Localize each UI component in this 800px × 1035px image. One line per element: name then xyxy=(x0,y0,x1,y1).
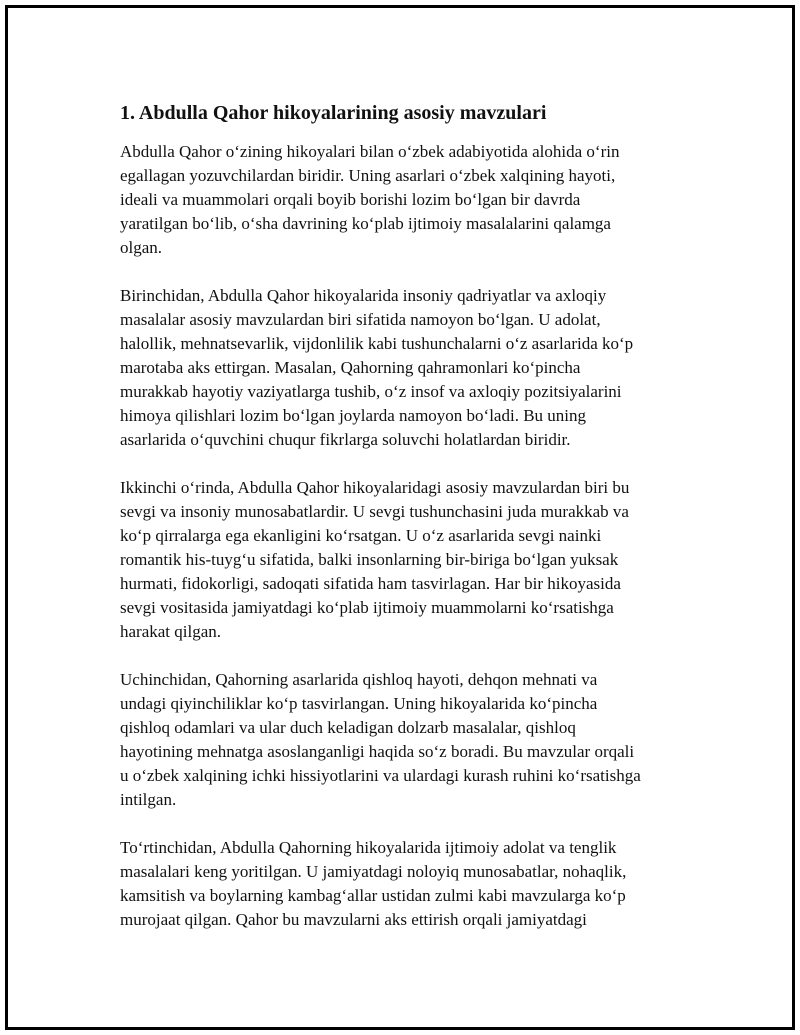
paragraph-intro: Abdulla Qahor o‘zining hikoyalari bilan o‘zbek adabiyotida alohida o‘rin egallagan yozuvchilardan biridir. Uning asarlari o‘zbek xalqining hayoti, ideali va muammolari orqali boyib borishi lozim bo‘lgan bir davrda yaratilgan bo‘lib, o‘sha davrining ko‘plab ijtimoiy masalalarini qalamga olgan. xyxy=(120,142,620,257)
document-body xyxy=(120,100,695,956)
section-title: 1. Abdulla Qahor hikoyalarining asosiy mavzulari xyxy=(120,102,547,124)
paragraph-second: Ikkinchi o‘rinda, Abdulla Qahor hikoyalaridagi asosiy mavzulardan biri bu sevgi va insoniy munosabatlardir. U sevgi tushunchasini juda murakkab va ko‘p qirralarga ega ekanligini ko‘rsatgan. U o‘z asarlarida sevgi nainki romantik his-tuyg‘u sifatida, balki insonlarning bir-biriga bo‘lgan yuksak hurmati, fidokorligi, sadoqati sifatida ham tasvirlagan. Har bir hikoyasida sevgi vositasida jamiyatdagi ko‘plab ijtimoiy muammolarni ko‘rsatishga harakat qilgan. xyxy=(120,478,630,641)
paragraph-third: Uchinchidan, Qahorning asarlarida qishloq hayoti, dehqon mehnati va undagi qiyinchiliklar ko‘p tasvirlangan. Uning hikoyalarida ko‘pincha qishloq odamlari va ular duch keladigan dolzarb masalalar, qishloq hayotining mehnatga asoslanganligi haqida so‘z boradi. Bu mavzular orqali u o‘zbek xalqining ichki hissiyotlarini va ulardagi kurash ruhini ko‘rsatishga intilgan. xyxy=(120,670,641,809)
document-page xyxy=(5,5,795,1030)
paragraph-fourth: To‘rtinchidan, Abdulla Qahorning hikoyalarida ijtimoiy adolat va tenglik masalalari keng yoritilgan. U jamiyatdagi noloyiq munosabatlar, nohaqlik, kamsitish va boylarning kambag‘allar ustidan zulmi kabi mavzularga ko‘p murojaat qilgan. Qahor bu mavzularni aks ettirish orqali jamiyatdagi xyxy=(120,838,627,929)
paragraph-first: Birinchidan, Abdulla Qahor hikoyalarida insoniy qadriyatlar va axloqiy masalalar asosiy mavzulardan biri sifatida namoyon bo‘lgan. U adolat, halollik, mehnatsevarlik, vijdonlilik kabi tushunchalarni o‘z asarlarida ko‘p marotaba aks ettirgan. Masalan, Qahorning qahramonlari ko‘pincha murakkab hayotiy vaziyatlarga tushib, o‘z insof va axloqiy pozitsiyalarini himoya qilishlari lozim bo‘lgan joylarda namoyon bo‘ladi. Bu uning asarlarida o‘quvchini chuqur fikrlarga soluvchi holatlardan biridir. xyxy=(120,286,634,449)
